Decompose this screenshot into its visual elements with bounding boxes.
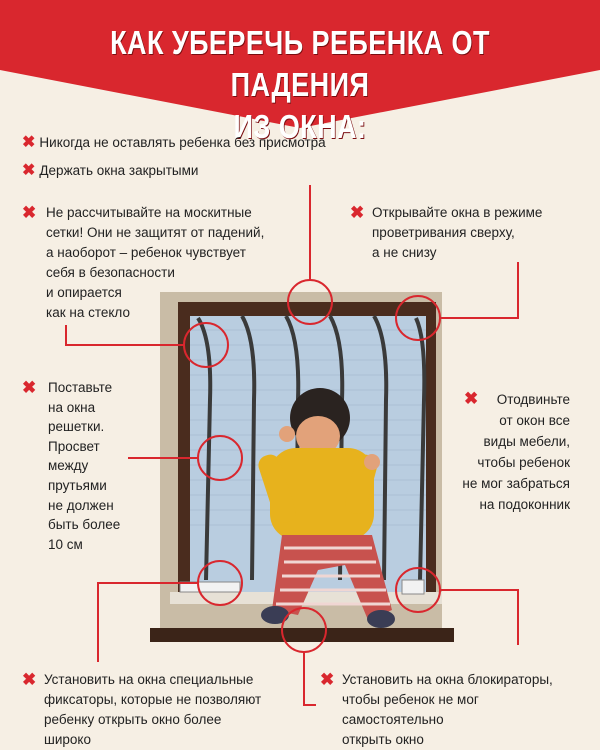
tip-line: виды мебели, bbox=[483, 434, 570, 449]
tip-line: 10 см bbox=[48, 536, 83, 552]
latch-right bbox=[402, 580, 424, 594]
tip-line: чтобы ребенок bbox=[477, 455, 570, 470]
tip-line: на подоконник bbox=[479, 497, 570, 512]
tip-line: себя в безопасности bbox=[46, 265, 175, 280]
tip-line: проветривания сверху, bbox=[372, 225, 515, 240]
tip-move-furniture bbox=[462, 389, 570, 515]
tip-line: не должен bbox=[48, 497, 114, 513]
tip-line: открыть окно bbox=[342, 732, 424, 747]
tip-line: и опирается bbox=[46, 285, 122, 300]
tip-line: как на стекло bbox=[46, 305, 130, 320]
title-line-2: ИЗ ОКНА: bbox=[233, 108, 367, 145]
tip-line: не мог забраться bbox=[462, 476, 570, 491]
tip-line: Установить на окна блокираторы, bbox=[342, 672, 553, 687]
cross-icon: ✖ bbox=[22, 134, 36, 151]
tip-line: чтобы ребенок не мог bbox=[342, 692, 479, 707]
cross-icon: ✖ bbox=[464, 389, 479, 408]
tip-window-grilles bbox=[48, 378, 120, 554]
tip-line: Просвет bbox=[48, 438, 100, 454]
tip-line: решетки. bbox=[48, 419, 105, 435]
tip-line: прутьями bbox=[48, 477, 107, 493]
cross-icon: ✖ bbox=[320, 670, 335, 689]
tip-line: широко bbox=[44, 732, 91, 747]
tip-line: а не снизу bbox=[372, 245, 437, 260]
tip-line: ребенку открыть окно более bbox=[44, 712, 222, 727]
title-line-1: КАК УБЕРЕЧЬ РЕБЕНКА ОТ ПАДЕНИЯ bbox=[110, 24, 490, 103]
tip-top-ventilation bbox=[372, 203, 542, 263]
tip-text: Никогда не оставлять ребенка без присмотра bbox=[39, 135, 326, 150]
tip-line: самостоятельно bbox=[342, 712, 444, 727]
tip-line: Поставьте bbox=[48, 380, 113, 395]
floor-ledge bbox=[150, 628, 454, 642]
tip-line: Открывайте окна в режиме bbox=[372, 205, 543, 220]
tip-supervision bbox=[22, 133, 326, 153]
tip-line: Не рассчитывайте на москитные bbox=[46, 205, 252, 220]
cross-icon: ✖ bbox=[22, 203, 37, 222]
cross-icon: ✖ bbox=[22, 670, 37, 689]
tip-line: а наоборот – ребенок чувствует bbox=[46, 245, 246, 260]
tip-window-locks bbox=[342, 670, 553, 750]
cross-icon: ✖ bbox=[350, 203, 365, 222]
tip-line: от окон все bbox=[499, 413, 570, 428]
tip-line: на окна bbox=[48, 399, 96, 415]
cross-icon: ✖ bbox=[22, 378, 37, 397]
tip-line: Установить на окна специальные bbox=[44, 672, 254, 687]
tip-line: Отодвиньте bbox=[496, 392, 570, 407]
tip-line: фиксаторы, которые не позволяют bbox=[44, 692, 262, 707]
tip-windows-closed bbox=[22, 161, 198, 181]
tip-line: между bbox=[48, 458, 89, 474]
cross-icon: ✖ bbox=[22, 162, 36, 179]
tip-line: быть более bbox=[48, 517, 121, 533]
tip-mosquito-nets bbox=[46, 203, 264, 323]
tip-text: Держать окна закрытыми bbox=[39, 163, 199, 178]
tip-line: сетки! Они не защитят от падений, bbox=[46, 225, 265, 240]
tip-window-limiters bbox=[44, 670, 261, 750]
